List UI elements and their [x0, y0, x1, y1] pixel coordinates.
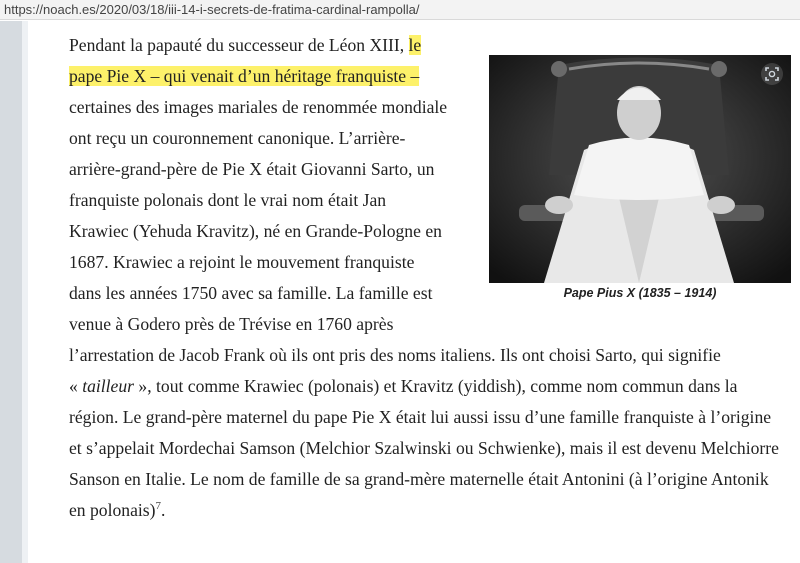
- text-line-3: certaines des images mariales de renommée mondiale: [69, 97, 448, 117]
- address-bar[interactable]: [0, 0, 800, 20]
- image-caption: Pape Pius X (1835 – 1914): [563, 286, 717, 300]
- text-line-14: et s’appelait Mordechai Samson (Melchior Szalwinski ou Schwienke), mais il est devenu Melchiorre: [69, 438, 779, 458]
- portrait-illustration: [489, 55, 791, 283]
- text-line-9: dans les années 1750 avec sa famille. La famille est: [69, 283, 433, 303]
- page-left-margin-edge: [22, 21, 28, 563]
- text-line-1: Pendant la papauté du successeur de Léon XIII, le: [69, 35, 422, 55]
- italic-word: tailleur: [82, 376, 135, 396]
- text-line-8: 1687. Krawiec a rejoint le mouvement franquiste: [69, 252, 415, 272]
- text-line-15: Sanson en Italie. Le nom de famille de sa grand-mère maternelle était Antonini (à l’origine Antonik: [69, 469, 769, 489]
- text-line-5: arrière-grand-père de Pie X était Giovanni Sarto, un: [69, 159, 435, 179]
- url-text: https://noach.es/2020/03/18/iii-14-i-secrets-de-fratima-cardinal-rampolla/: [4, 2, 420, 17]
- text-line-13: région. Le grand-père maternel du pape Pie X était lui aussi issu d’une famille franquiste à l’origine: [69, 407, 772, 427]
- footnote-link[interactable]: 7: [155, 500, 161, 513]
- highlighted-text: le: [408, 35, 422, 55]
- text-line-11: l’arrestation de Jacob Frank où ils ont pris des noms italiens. Ils ont choisi Sarto, qui signifie: [69, 345, 721, 365]
- text-line-6: franquiste polonais dont le vrai nom était Jan: [69, 190, 387, 210]
- pope-portrait-image: [489, 55, 791, 283]
- highlighted-text: pape Pie X – qui venait d’un héritage franquiste –: [69, 66, 420, 86]
- text-line-10: venue à Godero près de Trévise en 1760 après: [69, 314, 394, 334]
- visual-search-icon[interactable]: [761, 63, 783, 85]
- lens-glyph: [761, 63, 783, 85]
- text-line-7: Krawiec (Yehuda Kravitz), né en Grande-Pologne en: [69, 221, 442, 241]
- text-line-12: « tailleur », tout comme Krawiec (polonais) et Kravitz (yiddish), comme nom commun dans la: [69, 376, 738, 396]
- text-line-2: [69, 61, 419, 92]
- text-line-4: ont reçu un couronnement canonique. L’arrière-: [69, 128, 406, 148]
- page-left-margin: [0, 21, 22, 563]
- text-line-16: en polonais)$^7$.: [69, 500, 166, 520]
